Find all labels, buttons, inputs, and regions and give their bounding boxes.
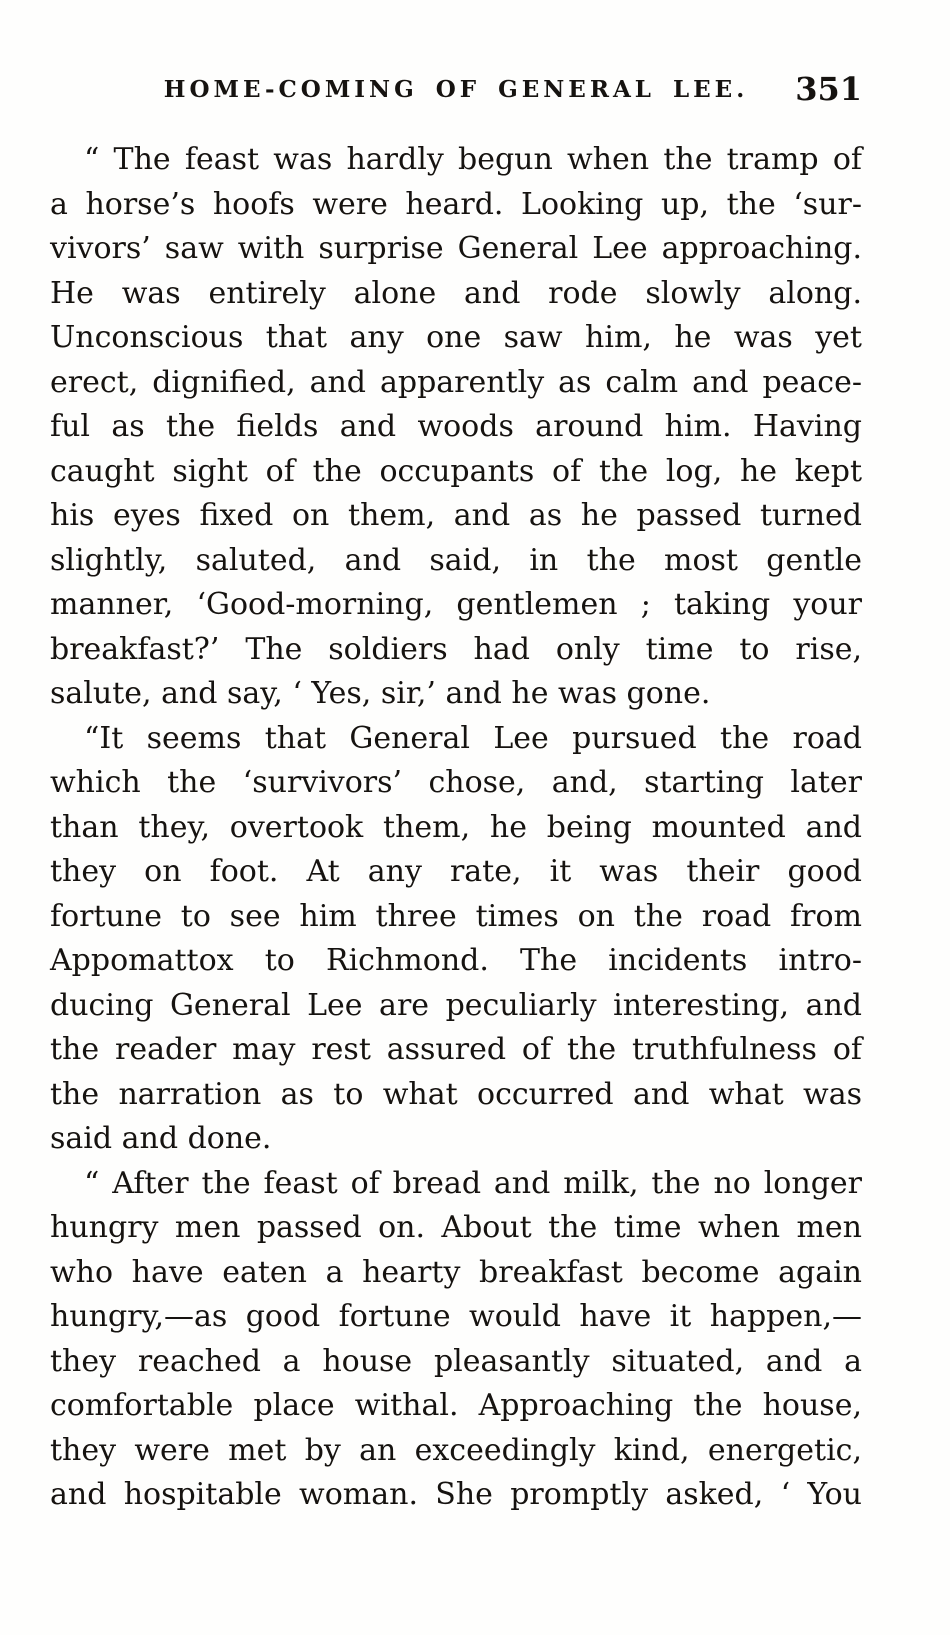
text-line: than they, overtook them, he being mounted and [50,809,862,845]
text-line: fortune to see him three times on the road from [50,898,862,934]
text-line: salute, and say, ‘ Yes, sir,’ and he was gone. [50,676,711,711]
text-line: He was entirely alone and rode slowly along. [50,275,862,311]
text-line: and hospitable woman. She promptly asked, ‘ You [50,1477,862,1512]
text-line: manner, ‘Good-morning, gentlemen ; taking your [50,587,862,622]
text-line: which the ‘survivors’ chose, and, starting later [50,765,862,800]
text-line: breakfast?’ The soldiers had only time to rise, [50,631,862,667]
text-line: who have eaten a hearty breakfast become again [50,1254,862,1290]
text-line: “It seems that General Lee pursued the road [84,720,862,756]
running-head-title: HOME-COMING OF GENERAL LEE. [163,76,749,103]
text-line: slightly, saluted, and said, in the most gentle [50,542,862,578]
text-line: caught sight of the occupants of the log, he kept [50,453,862,489]
text-line: said and done. [50,1121,272,1156]
text-line: comfortable place withal. Approaching the house, [50,1388,862,1423]
text-line: hungry,—as good fortune would have it happen,— [50,1299,862,1334]
text-line: they were met by an exceedingly kind, energetic, [50,1432,862,1468]
text-line: Appomattox to Richmond. The incidents intro- [50,943,862,978]
text-line: they on foot. At any rate, it was their good [50,854,862,889]
text-line: “ After the feast of bread and milk, the no longer [84,1165,862,1201]
text-line: the reader may rest assured of the truthfulness of [50,1032,862,1067]
text-line: “ The feast was hardly begun when the tramp of [84,142,862,177]
paragraph [50,717,862,1162]
page-number: 351 [795,70,862,108]
running-header [50,70,862,110]
text-line: his eyes fixed on them, and as he passed turned [50,498,862,533]
text-line: a horse’s hoofs were heard. Looking up, the ‘sur- [50,186,862,222]
text-line: they reached a house pleasantly situated, and a [50,1343,862,1379]
paragraph [50,1162,862,1518]
page-text [50,138,862,1518]
text-line: hungry men passed on. About the time when men [50,1210,862,1245]
text-line: vivors’ saw with surprise General Lee approaching. [50,231,862,266]
text-line: ful as the fields and woods around him. Having [50,409,862,444]
text-line: ducing General Lee are peculiarly interesting, and [50,987,862,1023]
text-line: Unconscious that any one saw him, he was yet [50,320,862,355]
paragraph [50,138,862,717]
text-line: the narration as to what occurred and what was [50,1076,862,1112]
text-line: erect, dignified, and apparently as calm and peace- [50,364,862,400]
